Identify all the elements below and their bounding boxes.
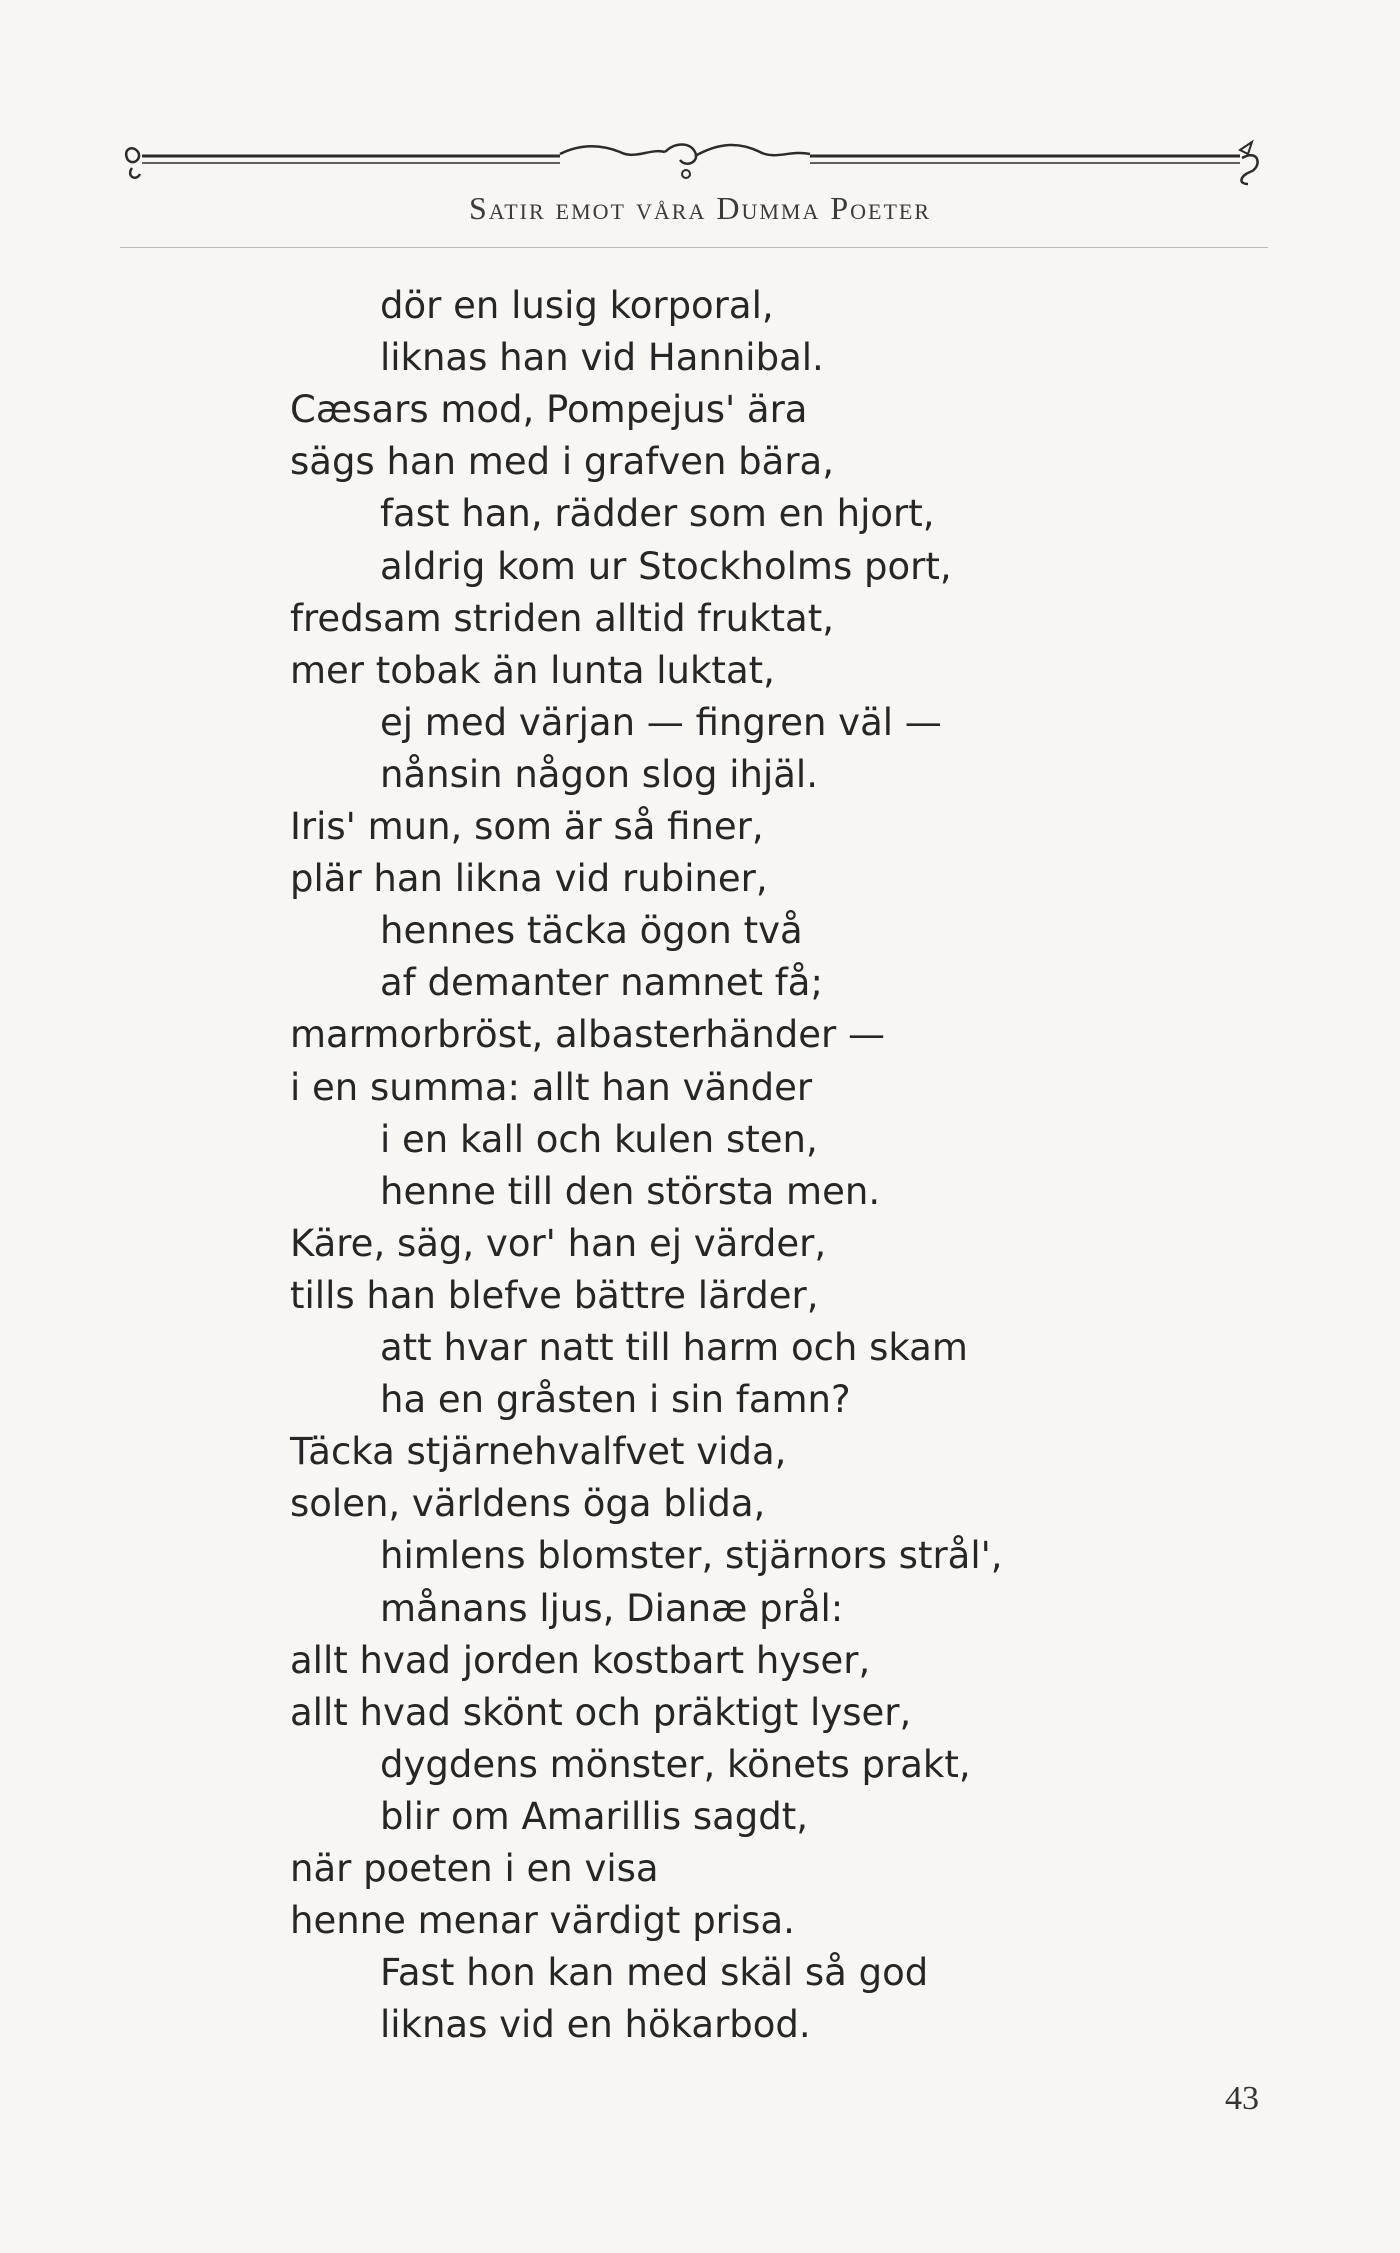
poem-line: himlens blomster, stjärnors strål', xyxy=(380,1534,1003,1578)
poem-line: fast han, rädder som en hjort, xyxy=(380,492,935,536)
poem-line: månans ljus, Dianæ prål: xyxy=(380,1586,844,1630)
poem-line: henne till den största men. xyxy=(380,1169,881,1213)
poem-line: när poeten i en visa xyxy=(290,1847,659,1890)
poem-line: dör en lusig korporal, xyxy=(380,284,774,327)
running-title: Satir emot våra Dumma Poeter xyxy=(468,190,932,226)
poem-line: Käre, säg, vor' han ej värder, xyxy=(290,1221,827,1265)
page-number: 43 xyxy=(1225,2080,1259,2117)
poem-line: tills han blefve bättre lärder, xyxy=(290,1273,819,1317)
poem-line: ej med värjan — fingren väl — xyxy=(380,700,942,744)
poem-line: att hvar natt till harm och skam xyxy=(380,1326,968,1369)
poem-line: blir om Amarillis sagdt, xyxy=(380,1794,809,1838)
poem-line: sägs han med i grafven bära, xyxy=(290,440,834,484)
poem-line: mer tobak än lunta luktat, xyxy=(290,648,775,692)
poem-line: af demanter namnet få; xyxy=(380,961,823,1005)
header-ornament xyxy=(120,138,1265,188)
poem-line: marmorbröst, albasterhänder — xyxy=(290,1013,886,1057)
poem-line: Täcka stjärnehvalfvet vida, xyxy=(290,1430,787,1474)
poem-line: dygdens mönster, könets prakt, xyxy=(380,1742,971,1786)
poem-line: liknas han vid Hannibal. xyxy=(380,336,824,380)
poem-line: ha en gråsten i sin famn? xyxy=(380,1378,851,1422)
header-rule xyxy=(120,247,1268,248)
poem-line: solen, världens öga blida, xyxy=(290,1482,766,1526)
poem-line: Iris' mun, som är så finer, xyxy=(290,805,764,848)
poem-line: allt hvad skönt och präktigt lyser, xyxy=(290,1690,912,1734)
poem-line: nånsin någon slog ihjäl. xyxy=(380,752,818,796)
poem-line: Cæsars mod, Pompejus' ära xyxy=(290,388,808,432)
poem-line: Fast hon kan med skäl så god xyxy=(380,1951,929,1995)
poem-line: henne menar värdigt prisa. xyxy=(290,1899,795,1943)
poem-line: fredsam striden alltid fruktat, xyxy=(290,596,834,640)
poem-line: liknas vid en hökarbod. xyxy=(380,2003,811,2047)
poem-line: i en kall och kulen sten, xyxy=(380,1117,818,1161)
poem-line: aldrig kom ur Stockholms port, xyxy=(380,544,952,588)
poem-line: hennes täcka ögon två xyxy=(380,909,803,953)
poem-line: plär han likna vid rubiner, xyxy=(290,857,768,901)
poem-line: allt hvad jorden kostbart hyser, xyxy=(290,1638,871,1682)
poem-line: i en summa: allt han vänder xyxy=(290,1065,813,1109)
